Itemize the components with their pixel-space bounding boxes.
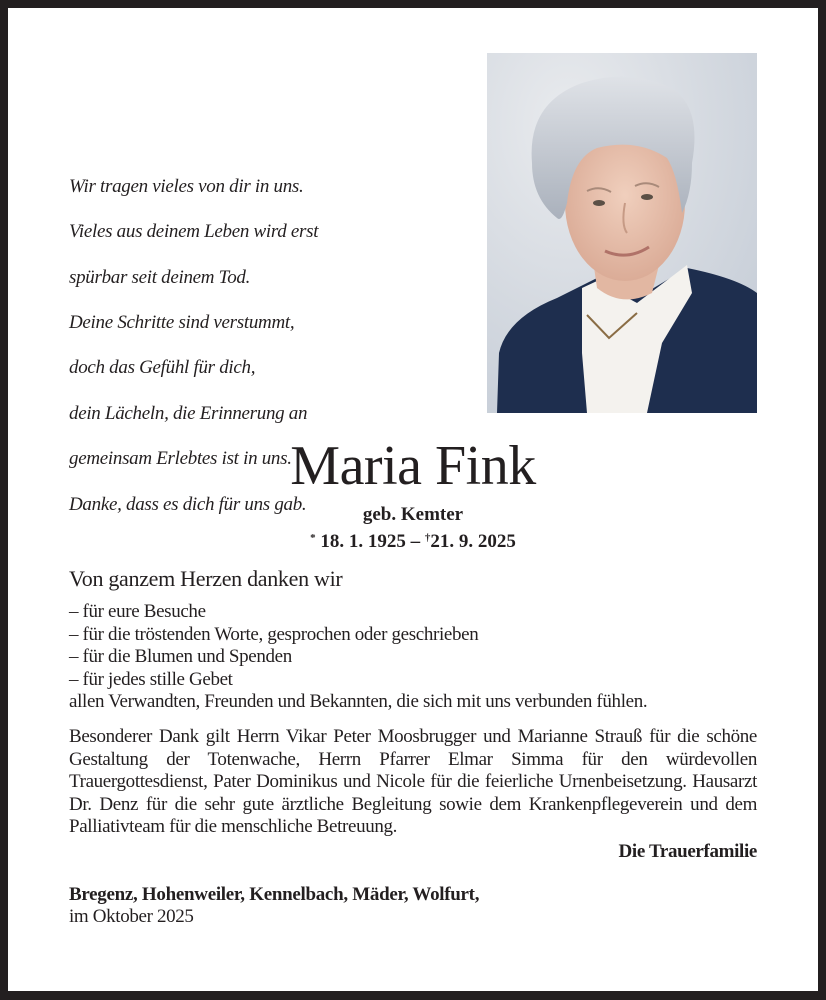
- portrait-photo: [487, 53, 757, 413]
- special-thanks-paragraph: Besonderer Dank gilt Herrn Vikar Peter Moosbrugger und Marianne Strauß für die schöne Gestaltung der Totenwache, Herrn Pfarrer Elmar Simma für den würdevollen Trauergottesdienst, Pater Dominikus und Nicole für die feierliche Urnenbeisetzung. Hausarzt Dr. Denz für die sehr gute ärztliche Begleitung sowie dem Krankenpflegeverein und dem Palliativteam für die menschliche Betreuung.: [69, 725, 757, 838]
- poem-line: dein Lächeln, die Erinnerung an: [69, 402, 308, 424]
- family-places: Bregenz, Hohenweiler, Kennelbach, Mäder, Wolfurt,: [69, 883, 480, 905]
- obituary-card: [8, 8, 818, 991]
- poem-line: Danke, dass es dich für uns gab.: [69, 493, 307, 515]
- thanks-list-item: – für die tröstenden Worte, gesprochen oder geschrieben: [69, 623, 479, 645]
- thanks-list-item: – für eure Besuche: [69, 601, 206, 622]
- poem-line: Vieles aus deinem Leben wird erst: [69, 221, 319, 243]
- portrait-illustration: [487, 53, 757, 413]
- thanks-list: [69, 601, 757, 691]
- birth-date: 18. 1. 1925: [320, 531, 406, 552]
- life-dates: [8, 526, 818, 554]
- thanks-list-item: – für die Blumen und Spenden: [69, 646, 292, 668]
- death-symbol-dagger-icon: †: [424, 532, 431, 544]
- poem-line: Deine Schritte sind verstummt,: [69, 311, 295, 333]
- thanks-recipients: allen Verwandten, Freunden und Bekannten, die sich mit uns verbunden fühlen.: [69, 691, 648, 713]
- poem-line: Wir tragen vieles von dir in uns.: [69, 175, 304, 197]
- death-date: 21. 9. 2025: [430, 531, 516, 552]
- poem-line: doch das Gefühl für dich,: [69, 357, 256, 379]
- maiden-name: geb. Kemter: [362, 504, 464, 525]
- deceased-name: Maria Fink: [290, 435, 536, 497]
- publication-date: im Oktober 2025: [69, 906, 194, 928]
- thanks-list-item: – für jedes stille Gebet: [69, 668, 233, 690]
- poem-line: spürbar seit deinem Tod.: [69, 266, 251, 288]
- birth-symbol: *: [310, 532, 316, 544]
- signature: Die Trauerfamilie: [618, 840, 757, 862]
- thanks-intro: Von ganzem Herzen danken wir: [69, 566, 343, 591]
- thanks-section: [69, 565, 757, 929]
- date-separator: –: [410, 531, 421, 552]
- poem-line: gemeinsam Erlebtes ist in uns.: [69, 448, 292, 470]
